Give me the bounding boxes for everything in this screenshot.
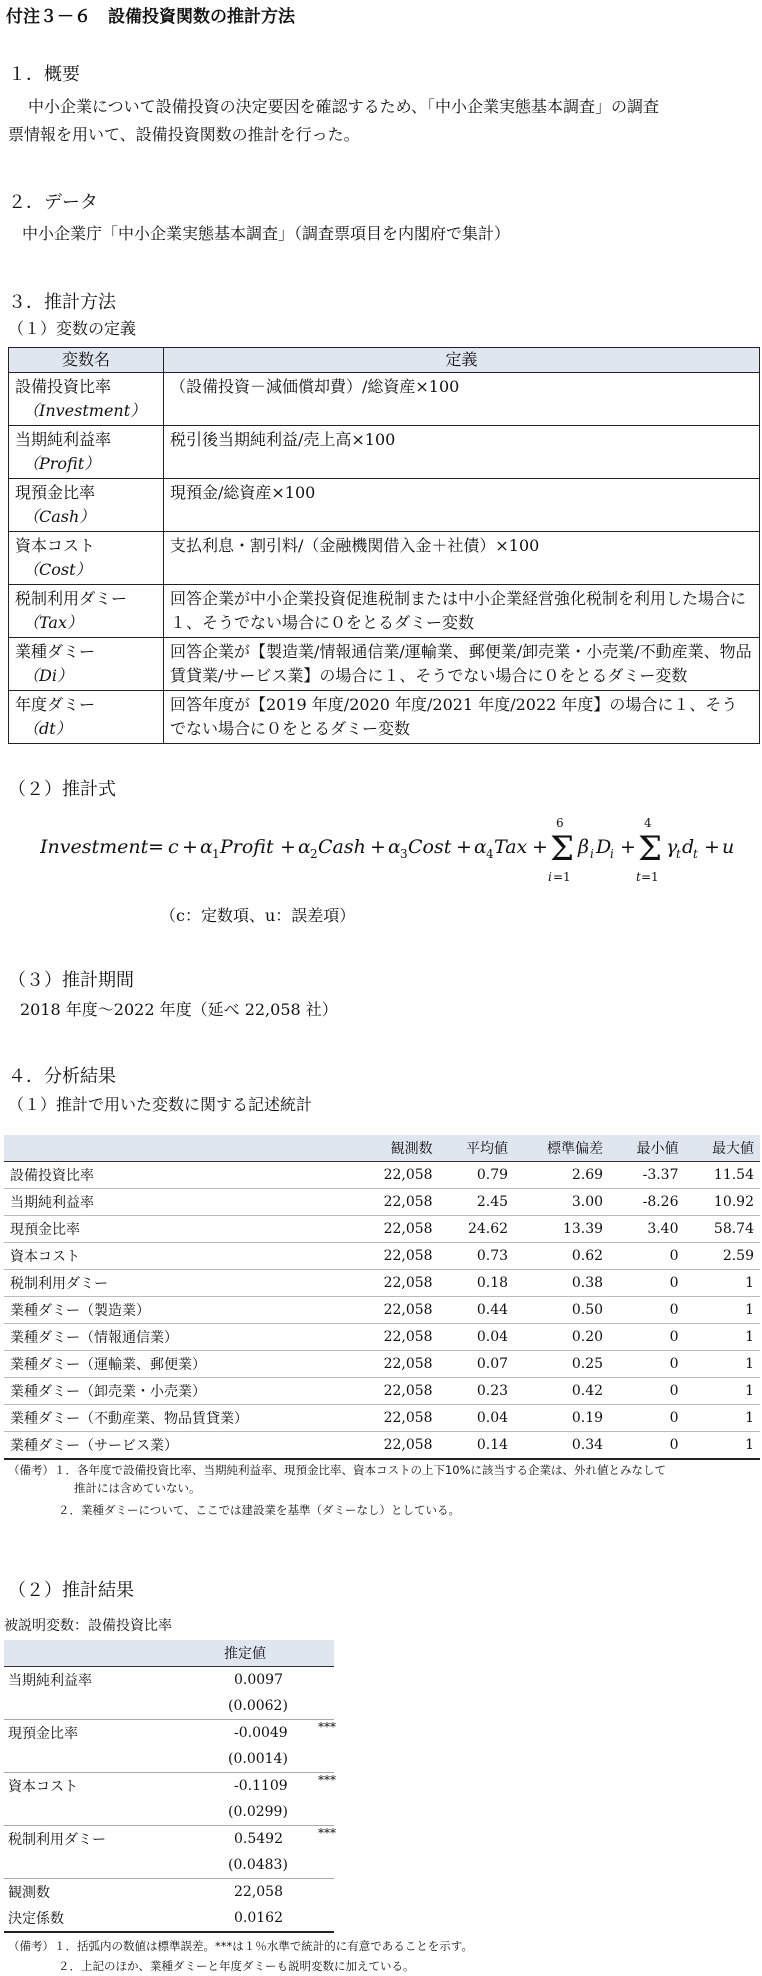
stats-cell: 2.45: [439, 1189, 514, 1216]
svg-text:6: 6: [556, 816, 564, 830]
table-row: [9, 691, 760, 744]
variable-name: 設備投資比率: [15, 377, 112, 396]
stats-row: [4, 1162, 760, 1189]
est-coef-row: [4, 1720, 334, 1747]
stats-row-label: 税制利用ダミー: [4, 1270, 353, 1297]
variable-definition: 税引後当期純利益/売上高×100: [164, 426, 760, 479]
svg-text:=1: =1: [641, 870, 659, 884]
stats-cell: 0.73: [439, 1243, 514, 1270]
stats-cell: 0.04: [439, 1405, 514, 1432]
stats-cell: 22,058: [353, 1189, 438, 1216]
stats-cell: 22,058: [353, 1432, 438, 1460]
table-row: [9, 479, 760, 532]
svg-text:i: i: [610, 847, 614, 861]
stats-cell: 0: [609, 1378, 684, 1405]
stats-cell: 0: [609, 1270, 684, 1297]
stats-row: [4, 1351, 760, 1378]
stats-row-label: 業種ダミー（情報通信業）: [4, 1324, 353, 1351]
stats-cell: 0.04: [439, 1324, 514, 1351]
stats-cell: 22,058: [353, 1378, 438, 1405]
stats-cell: 0.19: [514, 1405, 609, 1432]
svg-text:+: +: [704, 836, 720, 858]
svg-text:=: =: [148, 836, 164, 858]
table-row: [9, 585, 760, 638]
stats-row-label: 現預金比率: [4, 1216, 353, 1243]
est-coef-cell: [156, 1773, 334, 1800]
est-row-label: 資本コスト: [8, 1779, 78, 1795]
significance-stars: ***: [318, 1720, 336, 1734]
svg-text:α: α: [388, 836, 401, 858]
stats-cell: 1: [685, 1324, 761, 1351]
svg-text:4: 4: [486, 847, 494, 861]
variable-name: 年度ダミー: [15, 695, 96, 714]
est-coef-row: [4, 1773, 334, 1800]
page-title: 付注３－６ 設備投資関数の推計方法: [6, 7, 295, 27]
stats-note-1b: 推計には含めていない。: [74, 1481, 201, 1495]
variable-symbol: （dt）: [23, 719, 72, 738]
stats-header: 標準偏差: [514, 1135, 609, 1162]
stats-cell: -8.26: [609, 1189, 684, 1216]
estimation-formula: [40, 815, 740, 895]
variable-name: 税制利用ダミー: [15, 589, 128, 608]
svg-text:Profit: Profit: [220, 836, 274, 858]
stats-cell: 1: [685, 1432, 761, 1460]
variable-symbol: （Di）: [23, 666, 73, 685]
stats-row: [4, 1378, 760, 1405]
svg-text:+: +: [182, 836, 198, 858]
dependent-variable: 被説明変数：設備投資比率: [4, 1618, 172, 1634]
svg-text:+: +: [370, 836, 386, 858]
est-coef-cell: [156, 1667, 334, 1694]
stats-cell: 22,058: [353, 1405, 438, 1432]
svg-text:c: c: [168, 836, 179, 858]
est-header-row: [4, 1640, 334, 1667]
est-coefficient: 0.0097: [234, 1672, 283, 1688]
stats-row: [4, 1324, 760, 1351]
table-row: [9, 532, 760, 585]
period-subheading: （３）推計期間: [8, 970, 134, 991]
est-row-label: 当期純利益率: [8, 1673, 92, 1689]
results-note-1: （備考）１．括弧内の数値は標準誤差。***は１％水準で統計的に有意であることを示す。: [8, 1939, 473, 1953]
stats-note-1a: （備考）１．各年度で設備投資比率、当期純利益率、現預金比率、資本コストの上下10%に該当する企業は、外れ値とみなして: [8, 1463, 667, 1477]
table-row: [9, 373, 760, 426]
estimation-period: 2018 年度～2022 年度（延べ 22,058 社）: [20, 1000, 338, 1019]
est-coef-row: [4, 1826, 334, 1853]
svg-text:γ: γ: [666, 836, 678, 858]
est-coef-row: [4, 1667, 334, 1694]
stats-row: [4, 1189, 760, 1216]
table-header-row: [9, 348, 760, 373]
svg-text:u: u: [722, 836, 735, 858]
descriptive-stats-table: [4, 1135, 760, 1460]
stats-cell: 0.23: [439, 1378, 514, 1405]
svg-text:β: β: [578, 836, 589, 858]
stats-row-label: 業種ダミー（卸売業・小売業）: [4, 1378, 353, 1405]
est-row-label: 税制利用ダミー: [8, 1832, 106, 1848]
stats-cell: 0.79: [439, 1162, 514, 1189]
stats-cell: -3.37: [609, 1162, 684, 1189]
stats-cell: 22,058: [353, 1297, 438, 1324]
svg-text:Investment: Investment: [40, 836, 149, 858]
header-definition: 定義: [164, 348, 760, 373]
stats-cell: 0.25: [514, 1351, 609, 1378]
stats-cell: 0.07: [439, 1351, 514, 1378]
variable-name: 現預金比率: [15, 483, 96, 502]
svg-text:+: +: [280, 836, 296, 858]
est-value: 22,058: [234, 1884, 283, 1900]
stats-cell: 0: [609, 1243, 684, 1270]
significance-stars: ***: [318, 1773, 336, 1787]
stats-cell: 0: [609, 1324, 684, 1351]
est-coefficient: 0.5492: [234, 1831, 283, 1847]
svg-text:3: 3: [400, 847, 408, 861]
stats-row-label: 業種ダミー（運輸業、郵便業）: [4, 1351, 353, 1378]
est-se-row: [4, 1799, 334, 1826]
stats-cell: 0: [609, 1351, 684, 1378]
stats-cell: 10.92: [685, 1189, 761, 1216]
svg-text:α: α: [298, 836, 311, 858]
variable-definition: 支払利息・割引料/（金融機関借入金＋社債）×100: [164, 532, 760, 585]
overview-line-2: 票情報を用いて、設備投資関数の推計を行った。: [8, 125, 360, 144]
formula-subheading: （２）推計式: [8, 779, 116, 800]
est-standard-error: (0.0014): [156, 1746, 334, 1773]
est-coefficient: -0.0049: [234, 1725, 288, 1741]
variable-symbol: （Profit）: [23, 454, 101, 473]
stats-cell: 0.50: [514, 1297, 609, 1324]
stats-row: [4, 1432, 760, 1460]
est-row-label: 決定係数: [4, 1905, 156, 1932]
stats-cell: 22,058: [353, 1351, 438, 1378]
stats-cell: 0.14: [439, 1432, 514, 1460]
svg-text:Cost: Cost: [408, 836, 452, 858]
section-2-heading: ２．データ: [8, 192, 98, 213]
svg-text:=1: =1: [553, 870, 571, 884]
stats-cell: 22,058: [353, 1243, 438, 1270]
stats-cell: 1: [685, 1351, 761, 1378]
stats-header: 観測数: [353, 1135, 438, 1162]
svg-text:α: α: [200, 836, 213, 858]
stats-cell: 13.39: [514, 1216, 609, 1243]
stats-header: 最小値: [609, 1135, 684, 1162]
variable-name: 当期純利益率: [15, 430, 112, 449]
svg-text:t: t: [676, 847, 681, 861]
stats-header: 最大値: [685, 1135, 761, 1162]
stats-row: [4, 1297, 760, 1324]
stats-cell: 58.74: [685, 1216, 761, 1243]
stats-cell: 22,058: [353, 1162, 438, 1189]
svg-text:i: i: [548, 870, 552, 884]
svg-text:1: 1: [212, 847, 220, 861]
est-nobs-row: [4, 1879, 334, 1906]
results-note-2: ２．上記のほか、業種ダミーと年度ダミーも説明変数に加えている。: [58, 1959, 415, 1973]
stats-row-label: 設備投資比率: [4, 1162, 353, 1189]
variable-definition: 現預金/総資産×100: [164, 479, 760, 532]
variable-definition-table: [8, 347, 760, 744]
results-subheading: （２）推計結果: [8, 1580, 134, 1601]
est-coefficient: -0.1109: [234, 1778, 288, 1794]
svg-text:t: t: [636, 870, 641, 884]
table-row: [9, 638, 760, 691]
svg-text:Σ: Σ: [550, 829, 575, 869]
est-se-row: [4, 1852, 334, 1879]
variable-definition: 回答企業が中小企業投資促進税制または中小企業経営強化税制を利用した場合に１、そうでない場合に０をとるダミー変数: [164, 585, 760, 638]
stats-cell: 2.59: [685, 1243, 761, 1270]
stats-row-label: 当期純利益率: [4, 1189, 353, 1216]
stats-header: [4, 1135, 353, 1162]
stats-row: [4, 1216, 760, 1243]
stats-header: 平均値: [439, 1135, 514, 1162]
stats-cell: 0.38: [514, 1270, 609, 1297]
stats-cell: 22,058: [353, 1270, 438, 1297]
stats-row-label: 業種ダミー（製造業）: [4, 1297, 353, 1324]
est-standard-error: (0.0483): [156, 1852, 334, 1879]
stats-cell: 0.18: [439, 1270, 514, 1297]
stats-cell: 2.69: [514, 1162, 609, 1189]
stats-row-label: 業種ダミー（サービス業）: [4, 1432, 353, 1460]
stats-cell: 24.62: [439, 1216, 514, 1243]
svg-text:+: +: [456, 836, 472, 858]
svg-text:2: 2: [310, 847, 318, 861]
variable-symbol: （Investment）: [23, 401, 147, 420]
stats-cell: 3.00: [514, 1189, 609, 1216]
stats-cell: 0: [609, 1405, 684, 1432]
svg-text:D: D: [596, 836, 612, 858]
est-se-row: [4, 1693, 334, 1720]
svg-text:4: 4: [644, 816, 652, 830]
svg-text:i: i: [590, 847, 594, 861]
stats-cell: 0.42: [514, 1378, 609, 1405]
svg-text:Cash: Cash: [318, 836, 366, 858]
stats-row: [4, 1243, 760, 1270]
est-r2-row: [4, 1905, 334, 1932]
header-variable: 変数名: [9, 348, 164, 373]
variable-symbol: （Cost）: [23, 560, 92, 579]
est-coef-cell: [156, 1826, 334, 1853]
formula-note: （c：定数項、u：誤差項）: [160, 906, 356, 925]
svg-text:t: t: [693, 847, 698, 861]
stats-cell: 1: [685, 1270, 761, 1297]
stats-cell: 0: [609, 1432, 684, 1460]
svg-text:Σ: Σ: [638, 829, 663, 869]
table-row: [9, 426, 760, 479]
variable-symbol: （Tax）: [23, 613, 83, 632]
stats-cell: 0: [609, 1297, 684, 1324]
section-1-heading: １．概要: [8, 64, 80, 85]
variable-definition: （設備投資－減価償却費）/総資産×100: [164, 373, 760, 426]
stats-cell: 3.40: [609, 1216, 684, 1243]
stats-cell: 0.62: [514, 1243, 609, 1270]
variable-name: 業種ダミー: [15, 642, 96, 661]
stats-cell: 0.34: [514, 1432, 609, 1460]
stats-subheading: （１）推計で用いた変数に関する記述統計: [8, 1095, 313, 1114]
stats-header-row: [4, 1135, 760, 1162]
stats-cell: 11.54: [685, 1162, 761, 1189]
stats-cell: 0.20: [514, 1324, 609, 1351]
variable-name: 資本コスト: [15, 536, 96, 555]
overview-line-1: 中小企業について設備投資の決定要因を確認するため、「中小企業実態基本調査」の調査: [28, 97, 660, 116]
est-se-row: [4, 1746, 334, 1773]
svg-text:α: α: [474, 836, 487, 858]
est-value: 0.0162: [156, 1905, 334, 1932]
stats-row-label: 業種ダミー（不動産業、物品賃貸業）: [4, 1405, 353, 1432]
svg-text:d: d: [682, 836, 695, 858]
variable-definition: 回答年度が【2019 年度/2020 年度/2021 年度/2022 年度】の場合に１、そうでない場合に０をとるダミー変数: [164, 691, 760, 744]
stats-row: [4, 1405, 760, 1432]
stats-row: [4, 1270, 760, 1297]
data-source: 中小企業庁「中小企業実態基本調査」（調査票項目を内閣府で集計）: [22, 224, 511, 243]
estimation-results-table: [4, 1640, 334, 1933]
est-row-label: 現預金比率: [8, 1726, 78, 1742]
svg-text:Tax: Tax: [494, 836, 528, 858]
stats-note-2: ２．業種ダミーについて、ここでは建設業を基準（ダミーなし）としている。: [58, 1503, 461, 1517]
stats-cell: 1: [685, 1405, 761, 1432]
stats-cell: 22,058: [353, 1216, 438, 1243]
section-4-heading: ４．分析結果: [8, 1066, 116, 1087]
est-standard-error: (0.0062): [156, 1693, 334, 1720]
significance-stars: ***: [318, 1826, 336, 1840]
est-header: 推定値: [156, 1640, 334, 1667]
est-standard-error: (0.0299): [156, 1799, 334, 1826]
stats-cell: 1: [685, 1297, 761, 1324]
variable-definition: 回答企業が【製造業/情報通信業/運輸業、郵便業/卸売業・小売業/不動産業、物品賃貸業/サービス業】の場合に１、そうでない場合に０をとるダミー変数: [164, 638, 760, 691]
est-coef-cell: [156, 1720, 334, 1747]
svg-text:+: +: [532, 836, 548, 858]
stats-cell: 0.44: [439, 1297, 514, 1324]
svg-text:+: +: [620, 836, 636, 858]
variable-symbol: （Cash）: [23, 507, 96, 526]
stats-cell: 1: [685, 1378, 761, 1405]
section-3-heading: ３．推計方法: [8, 292, 116, 313]
stats-row-label: 資本コスト: [4, 1243, 353, 1270]
variable-definition-subheading: （１）変数の定義: [8, 319, 137, 338]
stats-cell: 22,058: [353, 1324, 438, 1351]
est-row-label: 観測数: [8, 1885, 50, 1901]
